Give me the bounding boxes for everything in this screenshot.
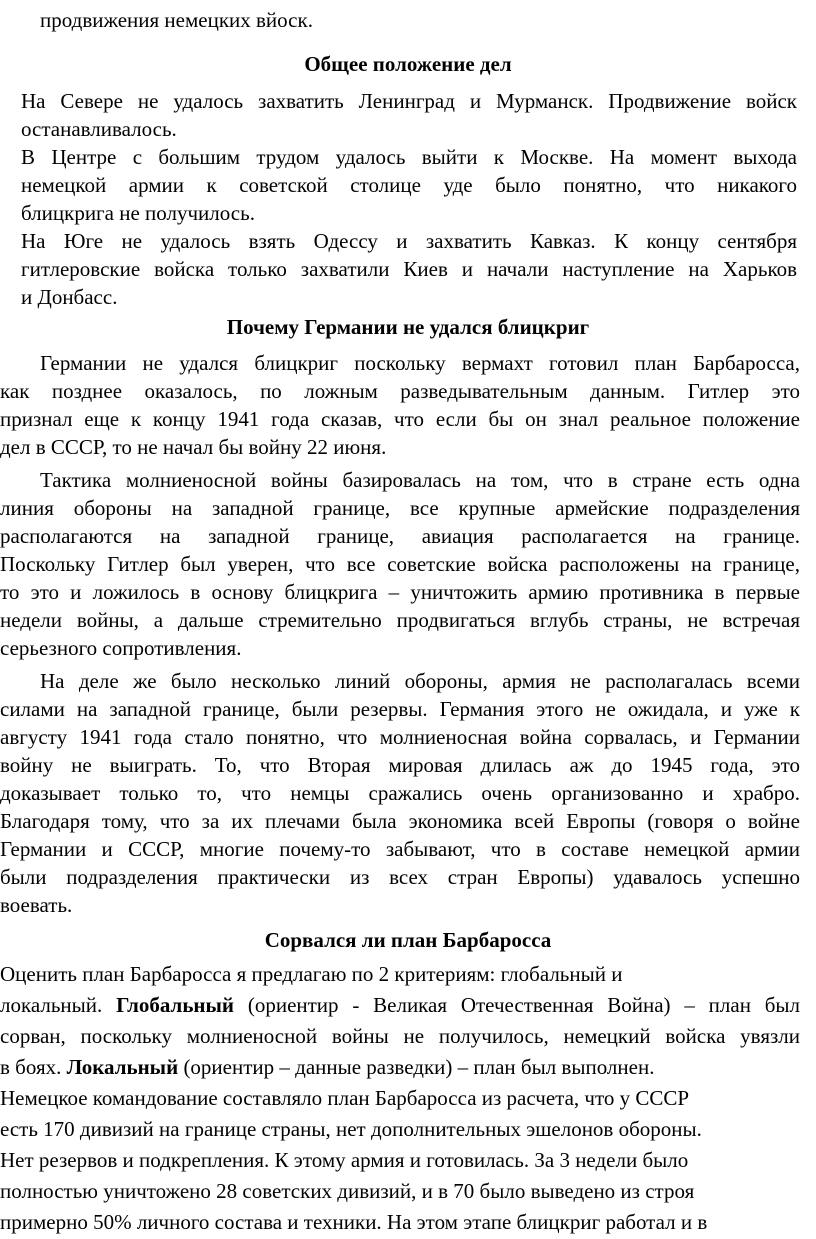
section-heading-barbarossa: Сорвался ли план Барбаросса — [264, 928, 552, 952]
text-line: недели войны, а дальше стремительно продвигаться вглубь страны, не встречая — [0, 608, 800, 632]
text-line: На Севере не удалось захватить Ленинград и Мурманск. Продвижение войск — [21, 89, 797, 113]
text-run: в боях. — [0, 1055, 67, 1079]
text-line: дел в СССР, то не начал бы войну 22 июня. — [0, 435, 387, 459]
section-heading-general: Общее положение дел — [304, 52, 512, 76]
text-line: полностью уничтожено 28 советских дивизий, и в 70 было выведено из строя — [0, 1179, 695, 1203]
text-line: Германии и СССР, многие почему-то забывают, что в составе немецкой армии — [0, 837, 800, 861]
text-line: то это и ложилось в основу блицкрига – уничтожить армию противника в первые — [0, 580, 800, 604]
text-line: останавливалось. — [21, 117, 177, 141]
text-line: В Центре с большим трудом удалось выйти к Москве. На момент выхода — [21, 145, 797, 169]
text-line-mixed — [0, 1053, 654, 1081]
text-line: доказывает только то, что немцы сражались очень организованно и храбро. — [0, 781, 800, 805]
carry-over-line: продвижения немецких вйоск. — [40, 8, 313, 32]
text-run: локальный. — [0, 993, 117, 1017]
text-line: войну не выиграть. То, что Вторая мировая длилась аж до 1945 года, это — [0, 753, 800, 777]
text-line: Оценить план Барбаросса я предлагаю по 2 критериям: глобальный и — [0, 962, 623, 986]
text-line: признал еще к концу 1941 года сказав, что если бы он знал реальное положение — [0, 407, 800, 431]
text-line: серьезного сопротивления. — [0, 636, 242, 660]
paragraph-first-line: Тактика молниеносной войны базировалась на том, что в стране есть одна — [40, 468, 800, 492]
section-heading-why-failed: Почему Германии не удался блицкриг — [226, 315, 590, 339]
text-line: блицкрига не получилось. — [21, 201, 255, 225]
text-line: На Юге не удалось взять Одессу и захватить Кавказ. К концу сентября — [21, 229, 797, 253]
bold-term-global: Глобальный — [116, 993, 235, 1017]
text-line: сорван, поскольку молниеносной войны не получилось, немецкий войска увязли — [0, 1024, 800, 1048]
text-line: примерно 50% личного состава и техники. На этом этапе блицкриг работал и в — [0, 1210, 708, 1234]
text-line: линия обороны на западной границе, все крупные армейские подразделения — [0, 496, 800, 520]
paragraph-first-line: Германии не удался блицкриг поскольку вермахт готовил план Барбаросса, — [40, 351, 800, 375]
text-line: немецкой армии к советской столице уде было понятно, что никакого — [21, 173, 797, 197]
text-run: (ориентир - Великая Отечественная Война) – план был — [234, 993, 801, 1017]
text-line: как позднее оказалось, по ложным разведывательным данным. Гитлер это — [0, 379, 800, 403]
paragraph-first-line: На деле же было несколько линий обороны, армия не располагалась всеми — [40, 669, 800, 693]
text-line-mixed — [0, 991, 800, 1019]
text-line: августу 1941 года стало понятно, что молниеносная война сорвалась, и Германии — [0, 725, 800, 749]
text-line: воевать. — [0, 893, 73, 917]
text-line: были подразделения практически из всех стран Европы) удавалось успешно — [0, 865, 800, 889]
text-line: Благодаря тому, что за их плечами была экономика всей Европы (говоря о войне — [0, 809, 800, 833]
text-line: и Донбасс. — [21, 285, 118, 309]
text-line: Немецкое командование составляло план Барбаросса из расчета, что у СССР — [0, 1086, 690, 1110]
text-line: располагаются на западной границе, авиация располагается на границе. — [0, 524, 800, 548]
text-run: (ориентир – данные разведки) – план был выполнен. — [178, 1055, 655, 1079]
text-line: гитлеровские войска только захватили Киев и начали наступление на Харьков — [21, 257, 797, 281]
text-line: Нет резервов и подкрепления. К этому армия и готовилась. За 3 недели было — [0, 1148, 689, 1172]
text-line: Поскольку Гитлер был уверен, что все советские войска расположены на границе, — [0, 552, 800, 576]
text-line: есть 170 дивизий на границе страны, нет дополнительных эшелонов обороны. — [0, 1117, 702, 1141]
bold-term-local: Локальный — [66, 1055, 179, 1079]
text-line: силами на западной границе, были резервы. Германия этого не ожидала, и уже к — [0, 697, 800, 721]
